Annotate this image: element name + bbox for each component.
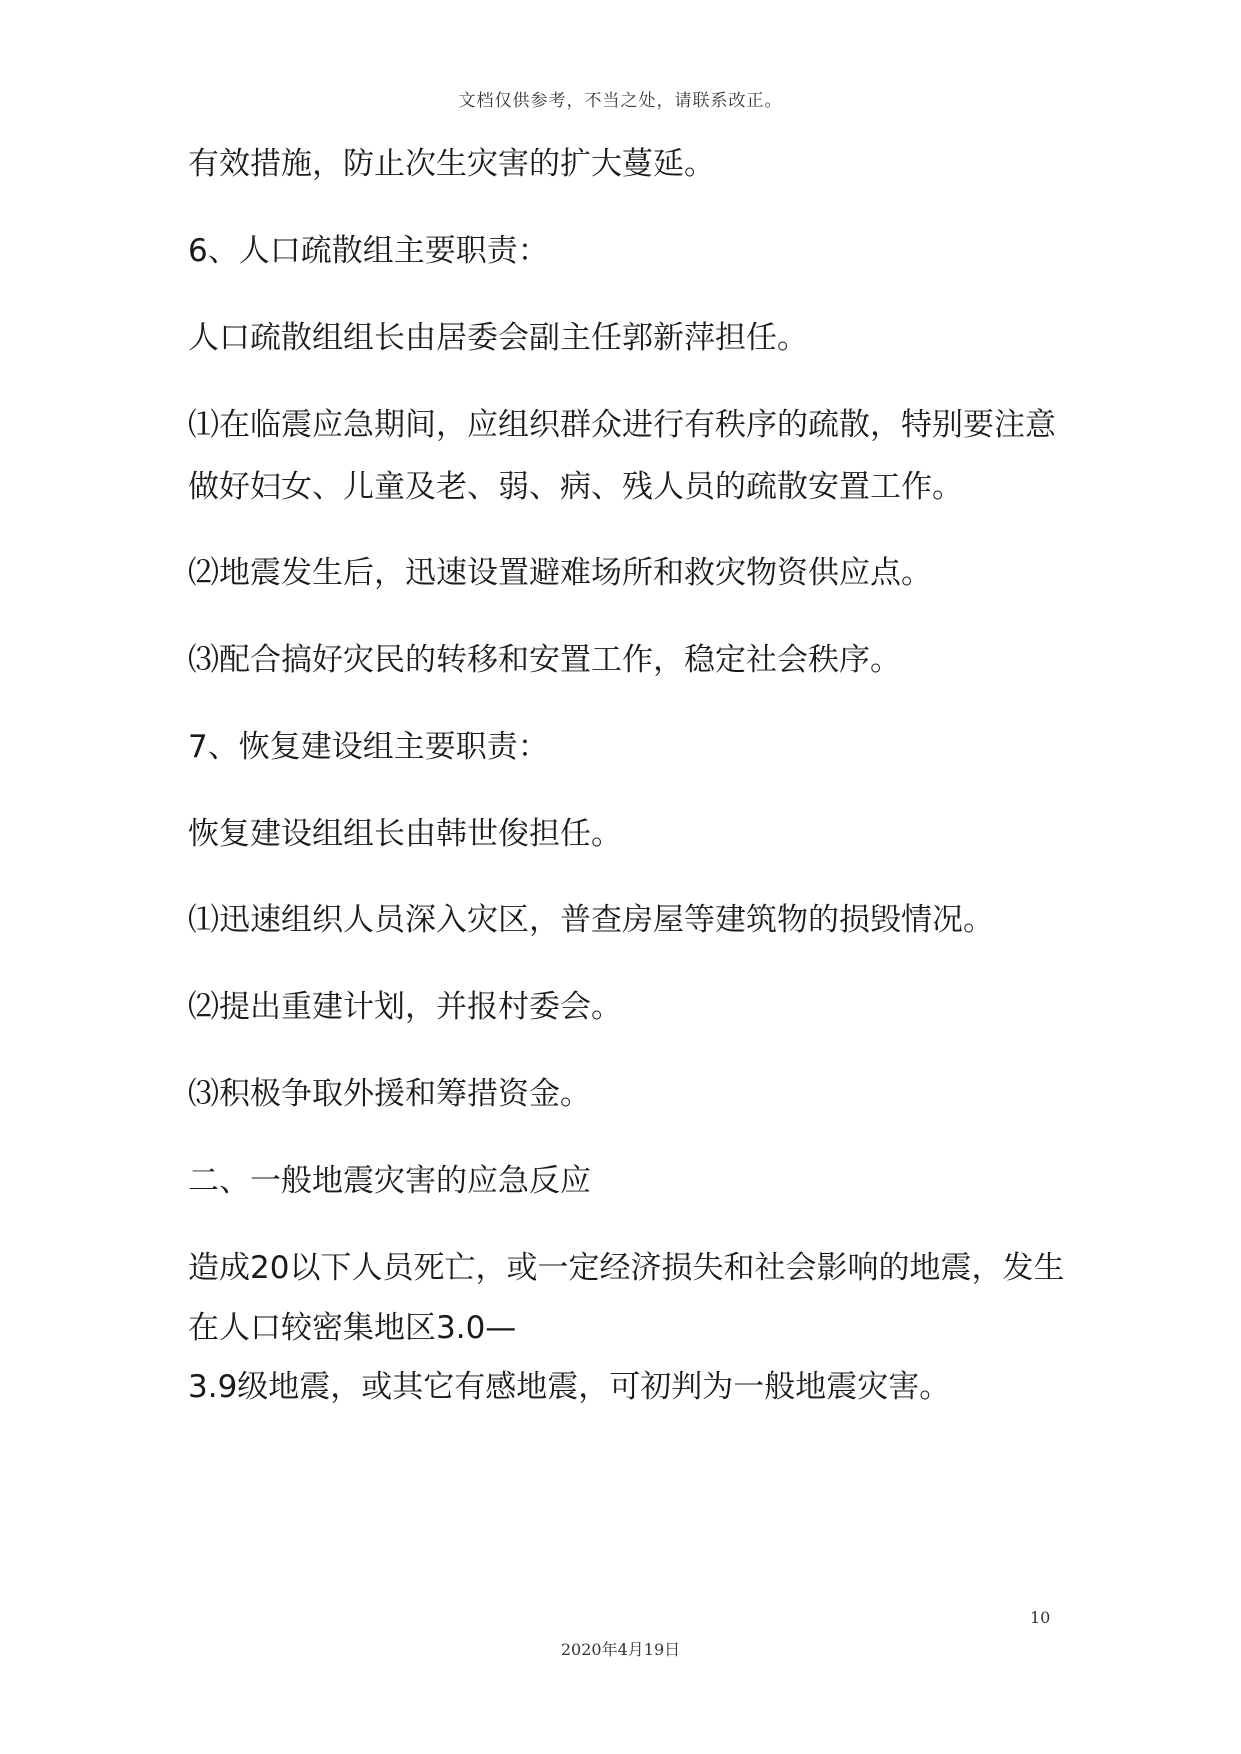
page-number: 10 [1030, 1608, 1051, 1627]
section-heading: 二、一般地震灾害的应急反应 [188, 1163, 591, 1199]
text-line: 造成20以下人员死亡，或一定经济损失和社会影响的地震，发生 [188, 1250, 1065, 1286]
text-line: 人口疏散组组长由居委会副主任郭新萍担任。 [188, 320, 808, 356]
page-header-note: 文档仅供参考，不当之处，请联系改正。 [458, 91, 783, 111]
text-line: 3.9级地震，或其它有感地震，可初判为一般地震灾害。 [188, 1369, 951, 1405]
text-line: ⑶配合搞好灾民的转移和安置工作，稳定社会秩序。 [188, 642, 901, 678]
text-line: 恢复建设组组长由韩世俊担任。 [188, 816, 622, 852]
text-line: ⑴迅速组织人员深入灾区，普查房屋等建筑物的损毁情况。 [188, 902, 994, 938]
section-heading: 6、人口疏散组主要职责： [188, 233, 549, 269]
text-line: ⑵提出重建计划，并报村委会。 [188, 989, 622, 1025]
text-line: 在人口较密集地区3.0— [188, 1310, 517, 1346]
section-heading: 7、恢复建设组主要职责： [188, 729, 549, 765]
text-line: 有效措施，防止次生灾害的扩大蔓延。 [188, 146, 715, 182]
text-line: 做好妇女、儿童及老、弱、病、残人员的疏散安置工作。 [188, 469, 963, 505]
text-line: ⑵地震发生后，迅速设置避难场所和救灾物资供应点。 [188, 555, 932, 591]
text-line: ⑶积极争取外援和筹措资金。 [188, 1076, 591, 1112]
text-line: ⑴在临震应急期间，应组织群众进行有秩序的疏散，特别要注意 [188, 407, 1056, 443]
footer-date: 2020年4月19日 [560, 1640, 681, 1659]
